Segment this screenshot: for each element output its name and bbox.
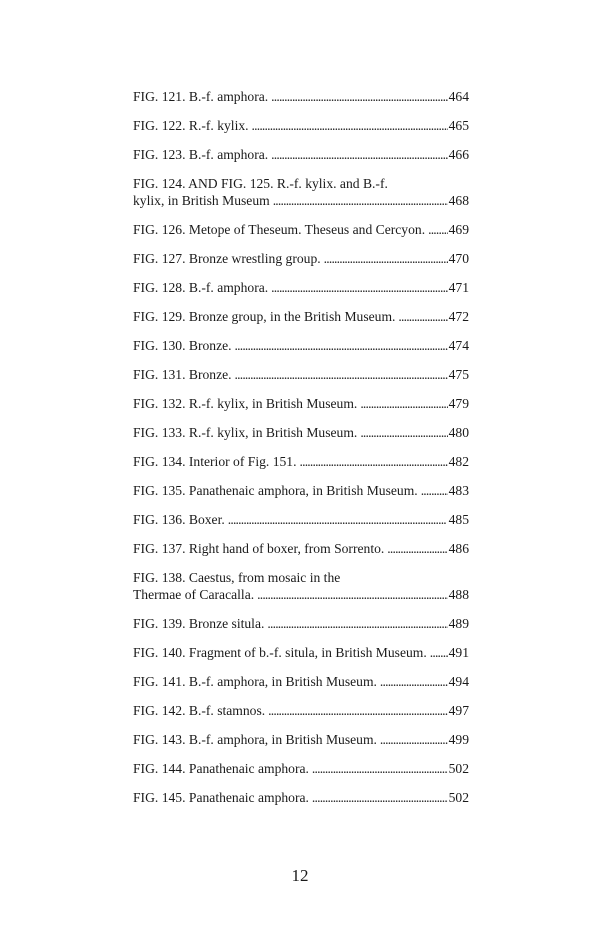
figure-caption: FIG. 134. Interior of Fig. 151. [133, 454, 297, 469]
figure-entry-line [133, 366, 469, 383]
figure-page-number: 480 [448, 425, 469, 440]
figure-entry-line [133, 308, 469, 325]
figure-page-number: 502 [448, 790, 469, 805]
dot-leader [428, 221, 448, 238]
figure-entry-line [133, 279, 469, 296]
figure-entry [133, 569, 469, 603]
figure-caption: FIG. 140. Fragment of b.-f. situla, in British Museum. [133, 645, 427, 660]
figure-page-number: 470 [448, 251, 469, 266]
figure-entry [133, 540, 469, 557]
figure-entry-line [133, 731, 469, 748]
figure-caption: kylix, in British Museum [133, 193, 270, 208]
figure-caption: FIG. 129. Bronze group, in the British Museum. [133, 309, 396, 324]
list-of-figures [133, 88, 469, 818]
dot-leader [380, 731, 448, 748]
figure-entry [133, 760, 469, 777]
figure-entry [133, 482, 469, 499]
figure-entry [133, 453, 469, 470]
figure-caption: FIG. 133. R.-f. kylix, in British Museum. [133, 425, 358, 440]
figure-entry [133, 88, 469, 105]
figure-caption: FIG. 145. Panathenaic amphora. [133, 790, 309, 805]
figure-caption: FIG. 136. Boxer. [133, 512, 225, 527]
figure-entry [133, 221, 469, 238]
figure-entry-line [133, 540, 469, 557]
figure-entry-line [133, 615, 469, 632]
figure-caption: Thermae of Caracalla. [133, 587, 255, 602]
figure-entry [133, 424, 469, 441]
figure-caption: FIG. 122. R.-f. kylix. [133, 118, 249, 133]
figure-page-number: 466 [448, 147, 469, 162]
dot-leader [267, 615, 447, 632]
dot-leader [271, 88, 447, 105]
page-number: 12 [291, 866, 309, 885]
figure-caption: FIG. 126. Metope of Theseum. Theseus and Cercyon. [133, 222, 426, 237]
dot-leader [273, 192, 448, 209]
figure-page-number: 479 [448, 396, 469, 411]
dot-leader [228, 511, 448, 528]
figure-caption: FIG. 121. B.-f. amphora. [133, 89, 269, 104]
figure-caption-first-line: FIG. 138. Caestus, from mosaic in the [133, 570, 341, 585]
figure-entry [133, 175, 469, 209]
figure-page-number: 468 [448, 193, 469, 208]
figure-entry-line [133, 146, 469, 163]
dot-leader [257, 586, 447, 603]
figure-caption: FIG. 123. B.-f. amphora. [133, 147, 269, 162]
figure-page-number: 465 [448, 118, 469, 133]
figure-entry-line [133, 395, 469, 412]
figure-entry-line [133, 644, 469, 661]
dot-leader [324, 250, 448, 267]
dot-leader [360, 424, 447, 441]
dot-leader [312, 789, 448, 806]
figure-caption: FIG. 144. Panathenaic amphora. [133, 761, 309, 776]
figure-caption: FIG. 128. B.-f. amphora. [133, 280, 269, 295]
figure-caption-first-line: FIG. 124. AND FIG. 125. R.-f. kylix. and B.-f. [133, 176, 388, 191]
figure-entry-line [133, 511, 469, 528]
figure-page-number: 499 [448, 732, 469, 747]
figure-page-number: 482 [448, 454, 469, 469]
figure-page-number: 483 [448, 483, 469, 498]
figure-caption: FIG. 132. R.-f. kylix, in British Museum. [133, 396, 358, 411]
figure-page-number: 475 [448, 367, 469, 382]
dot-leader [398, 308, 447, 325]
figure-entry [133, 395, 469, 412]
dot-leader [268, 702, 447, 719]
figure-caption: FIG. 127. Bronze wrestling group. [133, 251, 321, 266]
figure-page-number: 494 [448, 674, 469, 689]
figure-page-number: 497 [448, 703, 469, 718]
figure-entry-line [133, 117, 469, 134]
dot-leader [235, 366, 448, 383]
figure-caption: FIG. 141. B.-f. amphora, in British Museum. [133, 674, 377, 689]
figure-caption: FIG. 142. B.-f. stamnos. [133, 703, 266, 718]
figure-page-number: 485 [448, 512, 469, 527]
figure-entry [133, 366, 469, 383]
figure-entry [133, 789, 469, 806]
figure-page-number: 474 [448, 338, 469, 353]
figure-entry-line [133, 673, 469, 690]
figure-entry-line [133, 424, 469, 441]
figure-entry [133, 615, 469, 632]
dot-leader [235, 337, 448, 354]
figure-entry-line [133, 586, 469, 603]
figure-page-number: 502 [448, 761, 469, 776]
figure-entry-line [133, 88, 469, 105]
figure-entry-line [133, 702, 469, 719]
figure-page-number: 488 [448, 587, 469, 602]
figure-caption: FIG. 135. Panathenaic amphora, in British Museum. [133, 483, 418, 498]
dot-leader [312, 760, 448, 777]
figure-page-number: 486 [448, 541, 469, 556]
dot-leader [271, 146, 447, 163]
figure-entry-line [133, 453, 469, 470]
dot-leader [300, 453, 448, 470]
figure-entry-line [133, 482, 469, 499]
figure-page-number: 489 [448, 616, 469, 631]
dot-leader [421, 482, 448, 499]
figure-caption: FIG. 143. B.-f. amphora, in British Museum. [133, 732, 377, 747]
figure-page-number: 472 [448, 309, 469, 324]
dot-leader [380, 673, 448, 690]
dot-leader [360, 395, 447, 412]
figure-caption: FIG. 139. Bronze situla. [133, 616, 265, 631]
dot-leader [271, 279, 447, 296]
figure-page-number: 464 [448, 89, 469, 104]
figure-entry [133, 673, 469, 690]
figure-entry [133, 731, 469, 748]
figure-page-number: 471 [448, 280, 469, 295]
figure-entry [133, 337, 469, 354]
dot-leader [252, 117, 448, 134]
figure-caption: FIG. 131. Bronze. [133, 367, 232, 382]
figure-entry-line [133, 250, 469, 267]
figure-entry-line [133, 760, 469, 777]
figure-entry [133, 511, 469, 528]
figure-entry [133, 279, 469, 296]
figure-entry [133, 308, 469, 325]
figure-entry [133, 702, 469, 719]
figure-entry-line [133, 221, 469, 238]
figure-page-number: 469 [448, 222, 469, 237]
figure-entry-line [133, 789, 469, 806]
figure-page-number: 491 [448, 645, 469, 660]
figure-entry-line [133, 192, 469, 209]
figure-entry [133, 117, 469, 134]
figure-entry-line [133, 337, 469, 354]
figure-entry [133, 250, 469, 267]
figure-caption: FIG. 130. Bronze. [133, 338, 232, 353]
figure-entry [133, 644, 469, 661]
figure-entry [133, 146, 469, 163]
dot-leader [430, 644, 448, 661]
figure-caption: FIG. 137. Right hand of boxer, from Sorrento. [133, 541, 385, 556]
dot-leader [387, 540, 447, 557]
